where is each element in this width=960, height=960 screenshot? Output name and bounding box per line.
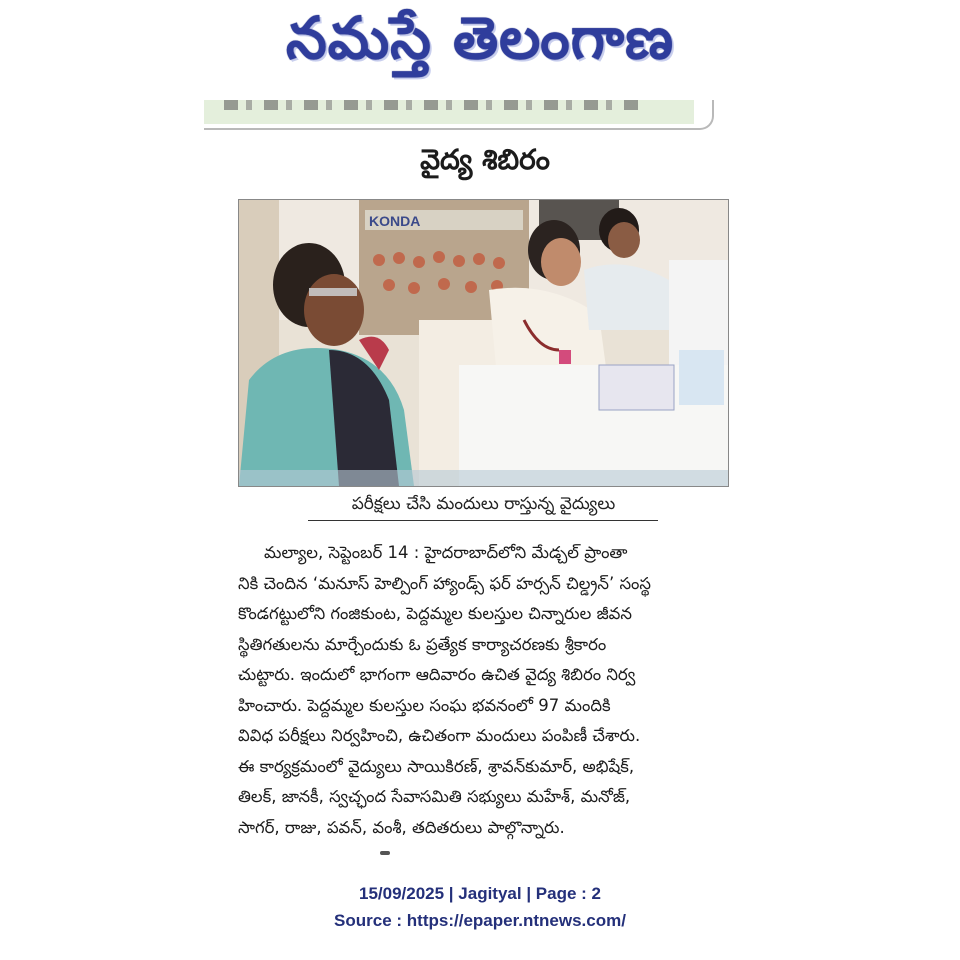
article-line: నికి చెందిన ‘మనూస్ హెల్పింగ్ హ్యాండ్స్ ఫర్ హర్సన్ చిల్డ్రన్’ సంస్థ	[238, 573, 651, 593]
clipping-footer	[230, 880, 730, 934]
article-line: హించారు. పెద్దమ్మల కులస్తుల సంఘ భవనంలో 97 మందికి	[238, 695, 611, 715]
article-line: తిలక్, జానకీ, స్వచ్ఛంద సేవాసమితి సభ్యులు మహేశ్, మనోజ్,	[238, 787, 631, 806]
poster-sign-text: KONDA	[369, 213, 421, 229]
article-line: స్థితిగతులను మార్చేందుకు ఓ ప్రత్యేక కార్యాచరణకు శ్రీకారం	[238, 634, 607, 654]
article-line: ఈ కార్యక్రమంలో వైద్యులు సాయికిరణ్, శ్రావన్‌కుమార్, అభిషేక్,	[238, 756, 635, 776]
newspaper-masthead: నమస్తే తెలంగాణ	[286, 3, 674, 72]
article-line: కొండగట్టులోని గంజికుంట, పెద్దమ్మల కులస్తుల చిన్నారుల జీవన	[238, 604, 632, 623]
caption-underline	[308, 520, 658, 521]
doctor-face	[541, 238, 581, 286]
article-photo	[238, 199, 729, 487]
article-headline: వైద్య శిబిరం	[420, 143, 550, 176]
article-body	[238, 538, 732, 843]
cut-text-fragments	[224, 100, 644, 110]
article-line: సాగర్, రాజు, పవన్, వంశీ, తదితరులు పాల్గొన్నారు.	[238, 817, 565, 837]
woman-face	[304, 274, 364, 346]
medical-camp-photo-illustration	[239, 200, 728, 486]
article-line: మల్యాల, సెప్టెంబర్ 14 : హైదరాబాద్‌లోని మేడ్చల్ ప్రాంతా	[264, 543, 628, 562]
photo-caption: పరీక్షలు చేసి మందులు రాస్తున్న వైద్యులు	[351, 494, 616, 514]
article-line: చుట్టారు. ఇందులో భాగంగా ఆదివారం ఉచిత వైద్య శిబిరం నిర్వ	[238, 665, 636, 684]
cut-text-mark	[380, 851, 390, 855]
article-line: వివిధ పరీక్షలు నిర్వహించి, ఉచితంగా మందులు పంపిణీ చేశారు.	[238, 726, 641, 745]
edition-info: 15/09/2025 | Jagityal | Page : 2	[359, 884, 601, 903]
source-link[interactable]: Source : https://epaper.ntnews.com/	[334, 911, 626, 930]
clipped-previous-article-strip	[204, 100, 714, 130]
